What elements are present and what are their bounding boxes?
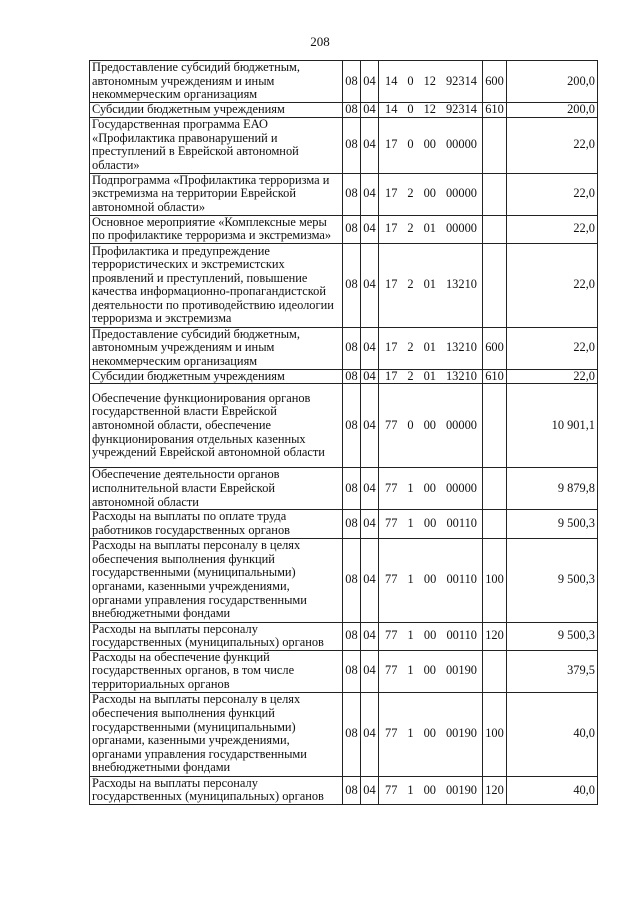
target-article-part: 14 — [385, 73, 398, 88]
expense-type-cell: 120 — [483, 622, 507, 650]
target-article-part: 00 — [423, 628, 437, 643]
subsection-code-cell: 04 — [361, 327, 379, 369]
section-code-cell: 08 — [343, 369, 361, 384]
target-article-code — [381, 103, 480, 117]
target-article-cell — [379, 692, 483, 776]
expense-name-cell: Расходы на выплаты персоналу в целях обеспечения выполнения функций государственными (муниципальными) органами, казенными учреждениями, органами управления государственными внебюджетными фондами — [90, 692, 343, 776]
target-article-code — [381, 629, 480, 643]
amount-cell: 40,0 — [507, 776, 598, 804]
target-article-part: 1 — [407, 663, 414, 678]
table-row — [90, 215, 598, 243]
amount-cell: 9 500,3 — [507, 622, 598, 650]
target-article-cell — [379, 117, 483, 173]
expense-name-cell: Обеспечение функционирования органов государственной власти Еврейской автономной области, обеспечение функционирования отдельных казенных учреждений Еврейской автономной области — [90, 384, 343, 468]
amount-cell: 9 879,8 — [507, 468, 598, 510]
subsection-code-cell: 04 — [361, 510, 379, 538]
amount-cell: 22,0 — [507, 327, 598, 369]
table-row — [90, 369, 598, 384]
target-article-part: 00 — [423, 516, 437, 531]
section-code-cell: 08 — [343, 538, 361, 622]
target-article-part: 12 — [423, 102, 436, 116]
amount-cell: 22,0 — [507, 243, 598, 327]
expense-type-cell — [483, 384, 507, 468]
section-code-cell: 08 — [343, 384, 361, 468]
amount-cell: 22,0 — [507, 215, 598, 243]
target-article-part: 00000 — [445, 481, 477, 496]
amount-cell: 200,0 — [507, 61, 598, 103]
target-article-part: 01 — [423, 277, 436, 292]
expense-type-cell: 600 — [483, 327, 507, 369]
table-row — [90, 103, 598, 118]
target-article-cell — [379, 243, 483, 327]
budget-table — [89, 60, 598, 805]
budget-table-body — [90, 61, 598, 805]
section-code-cell: 08 — [343, 468, 361, 510]
target-article-part: 77 — [385, 418, 398, 433]
section-code-cell: 08 — [343, 103, 361, 118]
expense-type-cell — [483, 173, 507, 215]
target-article-code — [381, 187, 480, 201]
amount-cell: 22,0 — [507, 369, 598, 384]
target-article-cell — [379, 776, 483, 804]
target-article-part: 01 — [423, 340, 436, 355]
target-article-part: 0 — [407, 102, 414, 116]
amount-cell: 40,0 — [507, 692, 598, 776]
expense-name-cell: Расходы на обеспечение функций государственных органов, в том числе территориальных органов — [90, 650, 343, 692]
target-article-part: 00 — [423, 137, 436, 152]
section-code-cell: 08 — [343, 117, 361, 173]
target-article-part: 17 — [385, 369, 398, 383]
section-code-cell: 08 — [343, 61, 361, 103]
target-article-part: 1 — [407, 572, 414, 587]
target-article-part: 1 — [407, 516, 414, 531]
target-article-part: 00 — [423, 418, 436, 433]
target-article-part: 00110 — [446, 572, 477, 587]
expense-type-cell: 100 — [483, 692, 507, 776]
target-article-cell — [379, 61, 483, 103]
target-article-code — [381, 341, 480, 355]
expense-name-cell: Субсидии бюджетным учреждениям — [90, 103, 343, 118]
section-code-cell: 08 — [343, 243, 361, 327]
expense-type-cell: 100 — [483, 538, 507, 622]
expense-name-cell: Расходы на выплаты персоналу государственных (муниципальных) органов — [90, 776, 343, 804]
subsection-code-cell: 04 — [361, 384, 379, 468]
table-row — [90, 622, 598, 650]
amount-cell: 10 901,1 — [507, 384, 598, 468]
expense-type-cell — [483, 468, 507, 510]
table-row — [90, 61, 598, 103]
subsection-code-cell: 04 — [361, 61, 379, 103]
target-article-cell — [379, 215, 483, 243]
expense-type-cell — [483, 117, 507, 173]
target-article-part: 1 — [407, 481, 414, 496]
target-article-part: 77 — [385, 516, 398, 531]
section-code-cell: 08 — [343, 650, 361, 692]
target-article-part: 00190 — [445, 726, 477, 741]
target-article-part: 00 — [423, 481, 436, 496]
target-article-part: 92314 — [445, 102, 477, 116]
subsection-code-cell: 04 — [361, 650, 379, 692]
expense-type-cell: 610 — [483, 369, 507, 384]
expense-name-cell: Профилактика и предупреждение террористических и экстремистских проявлений и преступлений, повышение качества информационно-пропагандистской деятельности по противодействию идеологии терроризма и экстремизма — [90, 243, 343, 327]
target-article-part: 13210 — [445, 369, 477, 383]
target-article-code — [381, 75, 480, 89]
subsection-code-cell: 04 — [361, 173, 379, 215]
subsection-code-cell: 04 — [361, 117, 379, 173]
subsection-code-cell: 04 — [361, 369, 379, 384]
expense-type-cell: 120 — [483, 776, 507, 804]
target-article-part: 92314 — [445, 73, 477, 88]
target-article-part: 13210 — [445, 340, 477, 355]
target-article-part: 00000 — [445, 418, 477, 433]
expense-name-cell: Обеспечение деятельности органов исполнительной власти Еврейской автономной области — [90, 468, 343, 510]
table-row — [90, 510, 598, 538]
target-article-part: 1 — [407, 628, 414, 643]
amount-cell: 22,0 — [507, 117, 598, 173]
table-row — [90, 243, 598, 327]
target-article-code — [381, 573, 480, 587]
target-article-part: 2 — [407, 340, 414, 355]
amount-cell: 200,0 — [507, 103, 598, 118]
target-article-cell — [379, 622, 483, 650]
subsection-code-cell: 04 — [361, 215, 379, 243]
subsection-code-cell: 04 — [361, 622, 379, 650]
section-code-cell: 08 — [343, 215, 361, 243]
amount-cell: 22,0 — [507, 173, 598, 215]
target-article-cell — [379, 538, 483, 622]
section-code-cell: 08 — [343, 692, 361, 776]
target-article-part: 01 — [423, 221, 436, 236]
table-row — [90, 173, 598, 215]
target-article-part: 00000 — [445, 137, 477, 152]
expense-name-cell: Расходы на выплаты по оплате труда работников государственных органов — [90, 510, 343, 538]
table-row — [90, 776, 598, 804]
target-article-part: 1 — [407, 782, 414, 797]
target-article-part: 00110 — [446, 628, 477, 643]
target-article-part: 2 — [407, 277, 414, 292]
target-article-code — [381, 370, 480, 384]
target-article-cell — [379, 327, 483, 369]
target-article-part: 00000 — [445, 186, 477, 201]
expense-name-cell: Предоставление субсидий бюджетным, автономным учреждениям и иным некоммерческим организациям — [90, 61, 343, 103]
amount-cell: 379,5 — [507, 650, 598, 692]
expense-name-cell: Подпрограмма «Профилактика терроризма и экстремизма на территории Еврейской автономной области» — [90, 173, 343, 215]
target-article-part: 17 — [385, 277, 398, 292]
target-article-part: 2 — [407, 186, 414, 201]
section-code-cell: 08 — [343, 173, 361, 215]
target-article-part: 00 — [423, 186, 436, 201]
target-article-part: 0 — [407, 137, 414, 152]
target-article-part: 2 — [407, 369, 414, 383]
target-article-part: 0 — [407, 73, 414, 88]
subsection-code-cell: 04 — [361, 538, 379, 622]
amount-cell: 9 500,3 — [507, 538, 598, 622]
target-article-part: 17 — [385, 340, 398, 355]
target-article-cell — [379, 650, 483, 692]
target-article-part: 1 — [407, 726, 414, 741]
target-article-part: 77 — [385, 628, 398, 643]
page-number: 208 — [310, 34, 330, 49]
expense-type-cell — [483, 243, 507, 327]
subsection-code-cell: 04 — [361, 103, 379, 118]
table-row — [90, 650, 598, 692]
section-code-cell: 08 — [343, 622, 361, 650]
target-article-part: 00110 — [446, 516, 477, 531]
table-row — [90, 468, 598, 510]
amount-cell: 9 500,3 — [507, 510, 598, 538]
target-article-code — [381, 517, 480, 531]
target-article-code — [381, 222, 480, 236]
section-code-cell: 08 — [343, 327, 361, 369]
target-article-part: 00 — [423, 726, 436, 741]
target-article-part: 77 — [385, 726, 398, 741]
target-article-cell — [379, 103, 483, 118]
section-code-cell: 08 — [343, 776, 361, 804]
target-article-code — [381, 419, 480, 433]
table-row — [90, 538, 598, 622]
subsection-code-cell: 04 — [361, 776, 379, 804]
target-article-part: 0 — [407, 418, 414, 433]
expense-type-cell: 600 — [483, 61, 507, 103]
expense-name-cell: Расходы на выплаты персоналу в целях обеспечения выполнения функций государственными (муниципальными) органами, казенными учреждениями, органами управления государственными внебюджетными фондами — [90, 538, 343, 622]
target-article-cell — [379, 468, 483, 510]
target-article-part: 2 — [407, 221, 414, 236]
table-row — [90, 117, 598, 173]
expense-type-cell — [483, 510, 507, 538]
target-article-code — [381, 138, 480, 152]
expense-type-cell — [483, 650, 507, 692]
target-article-part: 12 — [423, 73, 436, 88]
expense-name-cell: Субсидии бюджетным учреждениям — [90, 369, 343, 384]
target-article-code — [381, 482, 480, 496]
subsection-code-cell: 04 — [361, 468, 379, 510]
target-article-code — [381, 784, 480, 798]
target-article-part: 00 — [423, 572, 437, 587]
target-article-part: 00000 — [445, 221, 477, 236]
expense-name-cell: Государственная программа ЕАО «Профилактика правонарушений и преступлений в Еврейской автономной области» — [90, 117, 343, 173]
target-article-part: 01 — [423, 369, 436, 383]
target-article-part: 14 — [385, 102, 398, 116]
target-article-part: 17 — [385, 186, 398, 201]
target-article-part: 00190 — [445, 782, 477, 797]
target-article-code — [381, 664, 480, 678]
expense-name-cell: Расходы на выплаты персоналу государственных (муниципальных) органов — [90, 622, 343, 650]
target-article-cell — [379, 510, 483, 538]
section-code-cell: 08 — [343, 510, 361, 538]
target-article-cell — [379, 384, 483, 468]
target-article-part: 13210 — [445, 277, 477, 292]
table-row — [90, 384, 598, 468]
target-article-cell — [379, 173, 483, 215]
target-article-code — [381, 278, 480, 292]
subsection-code-cell: 04 — [361, 692, 379, 776]
expense-type-cell — [483, 215, 507, 243]
subsection-code-cell: 04 — [361, 243, 379, 327]
target-article-part: 77 — [385, 782, 398, 797]
target-article-code — [381, 727, 480, 741]
target-article-part: 17 — [385, 221, 398, 236]
target-article-part: 77 — [385, 572, 398, 587]
target-article-part: 00190 — [445, 663, 477, 678]
target-article-cell — [379, 369, 483, 384]
target-article-part: 00 — [423, 663, 436, 678]
expense-name-cell: Основное мероприятие «Комплексные меры по профилактике терроризма и экстремизма» — [90, 215, 343, 243]
expense-name-cell: Предоставление субсидий бюджетным, автономным учреждениям и иным некоммерческим организациям — [90, 327, 343, 369]
target-article-part: 77 — [385, 481, 398, 496]
table-row — [90, 692, 598, 776]
target-article-part: 77 — [385, 663, 398, 678]
target-article-part: 17 — [385, 137, 398, 152]
target-article-part: 00 — [423, 782, 436, 797]
table-row — [90, 327, 598, 369]
expense-type-cell: 610 — [483, 103, 507, 118]
